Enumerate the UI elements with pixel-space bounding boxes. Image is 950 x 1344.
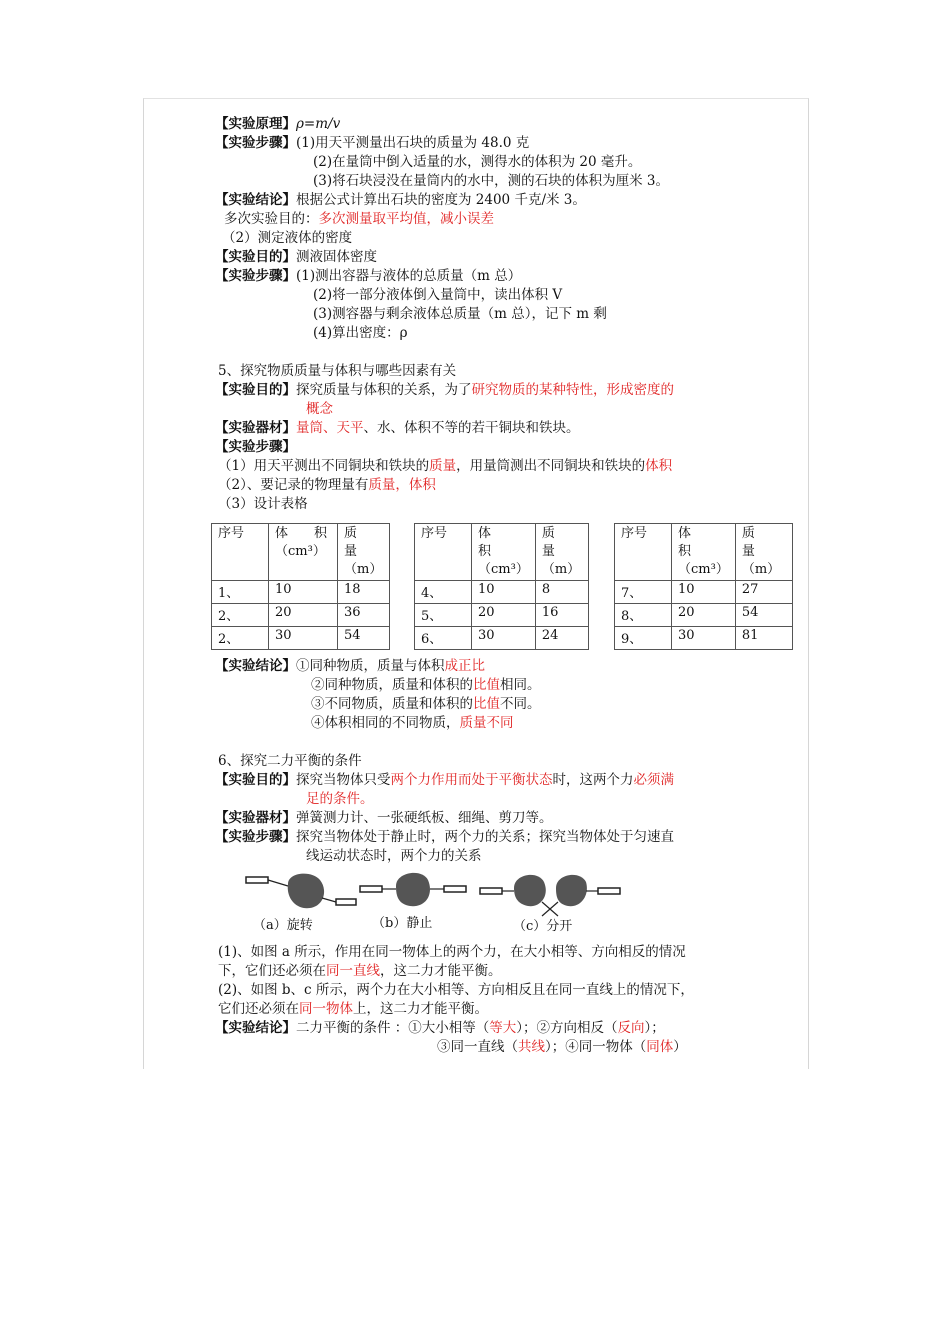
s6-p2-b: 它们还必须在 (218, 1001, 299, 1017)
s5-goal-red2: 概念 (306, 401, 333, 417)
cell: 5、 (415, 604, 472, 627)
cell: 36 (338, 604, 390, 627)
conclusion-label: 【实验结论】 (215, 192, 296, 208)
cell: 30 (472, 627, 536, 650)
principle-line (215, 115, 340, 134)
principle-text: ρ=m/v (296, 116, 341, 132)
s6-equip-line (215, 809, 553, 828)
table-row (212, 627, 390, 650)
cell: 20 (672, 604, 736, 627)
s6-p1-b: 下，它们还必须在 (218, 963, 326, 979)
cell: 54 (338, 627, 390, 650)
th-mass-label: 质 量 (741, 526, 781, 559)
s6-p2-d: 上，这二力才能平衡。 (353, 1001, 488, 1017)
goal-line (215, 248, 377, 267)
figure-b (360, 873, 466, 906)
s6-goal-label: 【实验目的】 (215, 772, 296, 788)
table-row (415, 581, 589, 604)
cell: 2、 (212, 627, 269, 650)
cell: 54 (735, 604, 792, 627)
s5-c3-b: 比值 (473, 696, 500, 712)
s6-goal-b: 两个力作用而处于平衡状态 (390, 772, 553, 788)
th-mass-unit: （m） (344, 562, 383, 577)
s6-p2-a: (2)、如图 b、c 所示，两个力在大小相等、方向相反且在同一直线上的情况下， (218, 982, 694, 998)
s5-step1-c: ，用量筒测出不同铜块和铁块的 (456, 458, 646, 474)
liquid-title: （2）测定液体的密度 (222, 230, 353, 246)
table-row (415, 604, 589, 627)
s5-c4-a: ④体积相同的不同物质， (311, 715, 460, 731)
steps2-3: (3)测容器与剩余液体总质量（m 总），记下 m 剩 (313, 306, 607, 322)
s5-step1 (218, 457, 672, 476)
caption-a: （a）旋转 (253, 918, 313, 933)
cell: 10 (472, 581, 536, 604)
s6-p2-c: 同一物体 (299, 1001, 353, 1017)
th-mass-unit: （m） (541, 562, 581, 577)
table-row (212, 604, 390, 627)
cell: 8、 (615, 604, 672, 627)
s6-concl2-b: 共线 (518, 1039, 545, 1055)
cell: 81 (735, 627, 792, 650)
s6-concl-label: 【实验结论】 (215, 1020, 296, 1036)
cell: 4、 (415, 581, 472, 604)
th-mass-label: 质 量 (541, 526, 581, 559)
cell: 16 (535, 604, 588, 627)
cell: 2、 (212, 604, 269, 627)
s6-p1-d: ，这二力才能平衡。 (380, 963, 502, 979)
s6-concl-line (215, 1019, 665, 1038)
steps-label: 【实验步骤】 (215, 135, 296, 151)
s6-equip-label: 【实验器材】 (215, 810, 296, 826)
s6-goal-a: 探究当物体只受 (296, 772, 391, 788)
cell: 30 (672, 627, 736, 650)
caption-b: （b）静止 (372, 916, 433, 931)
th-volume (472, 524, 536, 581)
step-2: (2)在量筒中倒入适量的水，测得水的体积为 20 毫升。 (313, 154, 642, 170)
s5-goal-red: 研究物质的某种特性，形成密度的 (471, 382, 674, 398)
s6-p2-line2 (218, 1000, 488, 1019)
s5-step1-d: 体积 (645, 458, 673, 474)
s6-equip-text: 弹簧测力计、一张硬纸板、细绳、剪刀等。 (296, 810, 553, 826)
s5-equip-label: 【实验器材】 (215, 420, 296, 436)
data-table-1 (211, 523, 390, 650)
s5-c4 (311, 714, 514, 733)
th-volume-unit: （cm³） (678, 562, 729, 577)
th-volume-unit: （cm³） (478, 562, 529, 577)
cell: 1、 (212, 581, 269, 604)
s5-c3 (311, 695, 541, 714)
s6-concl-c: ）；②方向相反（ (516, 1020, 618, 1036)
s6-concl2-e: ） (673, 1039, 687, 1055)
s6-concl-b: 等大 (489, 1020, 517, 1036)
s6-concl-a: 二力平衡的条件 ：①大小相等（ (296, 1020, 490, 1036)
goal-text: 测液固体密度 (296, 249, 377, 265)
steps-line (215, 134, 529, 153)
s6-concl2-a: ③同一直线（ (437, 1039, 518, 1055)
conclusion-line (215, 191, 586, 210)
s5-c3-a: ③不同物质，质量和体积的 (311, 696, 473, 712)
steps2-line (215, 267, 521, 286)
s5-equip-line (215, 419, 580, 438)
steps2-1: (1)测出容器与液体的总质量（m 总） (296, 268, 522, 284)
s6-concl2-c: ）；④同一物体（ (545, 1039, 647, 1055)
th-volume (672, 524, 736, 581)
s6-concl-line2 (437, 1038, 687, 1057)
th-index: 序号 (415, 524, 472, 581)
s6-goal-e: 足的条件。 (306, 791, 374, 807)
s5-equip-rest: 、水、体积不等的若干铜块和铁块。 (363, 420, 580, 436)
th-mass-label: 质 量 (344, 526, 384, 559)
s5-concl-line (215, 657, 485, 676)
multi-line (224, 210, 494, 229)
s5-c2-b: 比值 (473, 677, 500, 693)
s5-c2-c: 相同。 (500, 677, 541, 693)
table-row (212, 581, 390, 604)
step-3: (3)将石块浸没在量筒内的水中，测的石块的体积为厘米 3。 (313, 173, 670, 189)
th-mass-unit: （m） (741, 562, 781, 577)
s6-concl2-d: 同体 (646, 1039, 674, 1055)
cell: 20 (472, 604, 536, 627)
s5-steps-label: 【实验步骤】 (215, 439, 296, 455)
figure-a (246, 874, 356, 909)
table-row (415, 627, 589, 650)
cell: 24 (535, 627, 588, 650)
s6-goal-d: 必须满 (633, 772, 674, 788)
cell: 10 (269, 581, 338, 604)
th-mass (338, 524, 390, 581)
goal-label: 【实验目的】 (215, 249, 296, 265)
th-volume-label: 体 积 (275, 526, 328, 541)
multi-text: 多次测量取平均值，减小误差 (318, 211, 494, 227)
step-1: (1)用天平测量出石块的质量为 48.0 克 (296, 135, 530, 151)
s5-step1-b: 质量 (429, 458, 457, 474)
s5-step2-b: 质量，体积 (368, 477, 436, 493)
table-row (615, 627, 793, 650)
principle-label: 【实验原理】 (215, 116, 296, 132)
cell: 30 (269, 627, 338, 650)
cell: 6、 (415, 627, 472, 650)
table-row (615, 604, 793, 627)
s5-goal-line (215, 381, 674, 400)
cell: 10 (672, 581, 736, 604)
table-row (615, 581, 793, 604)
caption-c: （c）分开 (513, 919, 573, 934)
steps2-2: (2)将一部分液体倒入量筒中，读出体积 V (313, 287, 563, 303)
s6-concl-e: ）； (644, 1020, 665, 1036)
cell: 18 (338, 581, 390, 604)
multi-prefix: 多次实验目的： (224, 211, 319, 227)
s6-steps-line (215, 828, 674, 847)
th-volume-label: 体 积 (478, 526, 518, 559)
th-volume (269, 524, 338, 581)
s5-step2 (218, 476, 436, 495)
figure-c (480, 875, 620, 916)
cell: 27 (735, 581, 792, 604)
cell: 7、 (615, 581, 672, 604)
s6-steps-text1: 探究当物体处于静止时，两个力的关系；探究当物体处于匀速直 (296, 829, 674, 845)
s6-goal-c: 时，这两个力 (552, 772, 634, 788)
s5-goal-text: 探究质量与体积的关系，为了 (296, 382, 472, 398)
s5-c3-c: 不同。 (500, 696, 541, 712)
s5-c2 (311, 676, 541, 695)
s5-c2-a: ②同种物质，质量和体积的 (311, 677, 473, 693)
s5-c1-a: ①同种物质，质量与体积 (296, 658, 445, 674)
th-mass (535, 524, 588, 581)
s6-concl-d: 反向 (617, 1020, 645, 1036)
s5-equip-red: 量筒、天平 (296, 420, 364, 436)
steps2-4: (4)算出密度：ρ (313, 325, 408, 341)
cell: 9、 (615, 627, 672, 650)
cell: 8 (535, 581, 588, 604)
s6-p1-c: 同一直线 (326, 963, 380, 979)
s5-step2-a: （2）、要记录的物理量有 (218, 477, 369, 493)
th-volume-label: 体 积 (678, 526, 718, 559)
s6-p1-a: (1)、如图 a 所示，作用在同一物体上的两个力，在大小相等、方向相反的情况 (218, 944, 686, 960)
data-table-2 (414, 523, 589, 650)
s5-concl-label: 【实验结论】 (215, 658, 296, 674)
conclusion-text: 根据公式计算出石块的密度为 2400 千克/米 3。 (296, 192, 586, 208)
s5-c4-b: 质量不同 (459, 715, 514, 731)
data-table-3 (614, 523, 793, 650)
th-mass (735, 524, 792, 581)
s6-steps-text2: 线运动状态时，两个力的关系 (306, 848, 482, 864)
s6-steps-label: 【实验步骤】 (215, 829, 296, 845)
s5-step3: （3）设计表格 (218, 496, 308, 512)
s5-step1-a: （1）用天平测出不同铜块和铁块的 (218, 458, 430, 474)
section6-title: 6、探究二力平衡的条件 (218, 753, 362, 769)
steps2-label: 【实验步骤】 (215, 268, 296, 284)
s6-goal-line (215, 771, 674, 790)
section5-title: 5、探究物质质量与体积与哪些因素有关 (218, 363, 457, 379)
s5-c1-b: 成正比 (444, 658, 485, 674)
cell: 20 (269, 604, 338, 627)
th-index: 序号 (212, 524, 269, 581)
th-volume-unit: （cm³） (275, 544, 326, 559)
s5-goal-label: 【实验目的】 (215, 382, 296, 398)
s6-p1-line2 (218, 962, 502, 981)
th-index: 序号 (615, 524, 672, 581)
